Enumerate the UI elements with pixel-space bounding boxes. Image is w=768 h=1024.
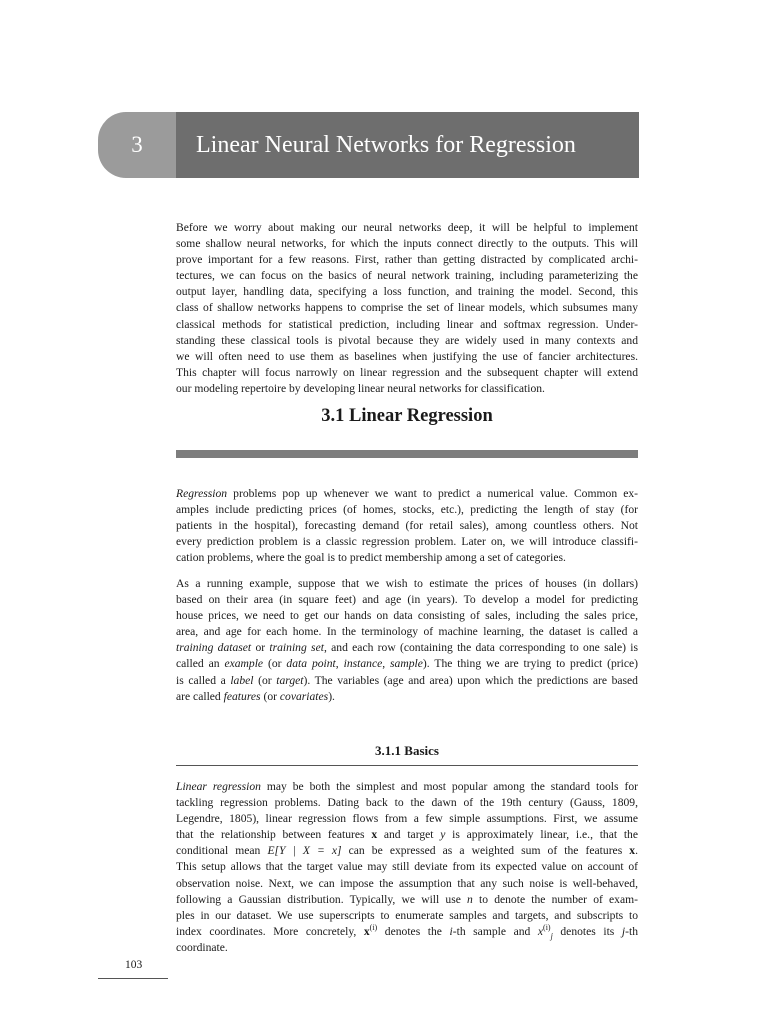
basics-paragraph [176, 779, 638, 956]
math-var-j: j [621, 924, 626, 938]
term-regression: Regression [176, 487, 228, 500]
text-run: ). [328, 689, 335, 703]
text-run: ). The variables (age and area) upon which the predictions are based [303, 673, 638, 687]
math-var-x: x [537, 924, 544, 938]
term-label: label [230, 673, 254, 687]
term-sample: sample [390, 657, 423, 671]
text-run: (or [260, 689, 280, 703]
paragraph-line: As a running example, suppose that we wish to estimate the prices of houses (in dollars) [176, 577, 638, 590]
paragraph-line [176, 689, 638, 705]
text-run: can be expressed as a weighted sum of the features [341, 844, 630, 858]
math-vector-x: x [371, 828, 378, 842]
intro-line: our modeling repertoire by developing linear neural networks for classification. [176, 381, 545, 395]
text-run: denotes its [552, 924, 622, 938]
text-run: , and each row (containing the data corresponding to one sale) is [323, 641, 638, 655]
regression-paragraph [176, 486, 638, 566]
paragraph-line [176, 827, 638, 843]
text-run: are called [176, 689, 224, 703]
term-example: example [224, 657, 264, 671]
intro-line: prove important for a few reasons. First, rather than getting distracted by complicated archi- [176, 253, 638, 267]
text-run: or [251, 641, 270, 655]
paragraph-line [176, 779, 638, 795]
term-target: target [276, 673, 304, 687]
text-run: , [382, 657, 391, 671]
math-vector-x: x [363, 924, 370, 938]
intro-line: tectures, we can focus on the basics of neural network training, including parameterizing the [176, 269, 638, 283]
math-var-n: n [467, 892, 473, 906]
term-training-dataset: training dataset [176, 641, 252, 655]
intro-line: we will often need to use them as baselines when justifying the use of fancier architectures. [176, 349, 638, 363]
text-run: problems pop up whenever we want to predict a numerical value. Common ex- [227, 487, 638, 500]
paragraph-line: Legendre, 1805), linear regression flows from a few simple assumptions. First, we assume [176, 812, 638, 826]
intro-line: some shallow neural networks, for which the inputs connect directly to the outputs. This will [176, 237, 638, 251]
intro-line: standing these classical tools is pivotal because they are widely used in many contexts and [176, 333, 638, 347]
text-run: ). The thing we are trying to predict (price) [422, 657, 639, 671]
chapter-number: 3 [98, 112, 176, 178]
paragraph-line [176, 640, 638, 656]
text-run: index coordinates. More concretely, [176, 924, 364, 938]
math-var-y: y [440, 828, 446, 842]
intro-paragraph [176, 220, 638, 397]
paragraph-line: cation problems, where the goal is to predict membership among a set of categories. [176, 551, 566, 565]
paragraph-line [176, 486, 638, 502]
subsection-rule [176, 765, 638, 766]
intro-line: This chapter will focus narrowly on linear regression and the subsequent chapter will extend [176, 365, 638, 379]
math-subscript: j [550, 931, 553, 941]
term-covariates: covariates [279, 689, 329, 703]
chapter-title: Linear Neural Networks for Regression [176, 112, 639, 178]
paragraph-line: area, and age for each home. In the terminology of machine learning, the dataset is called a [176, 625, 638, 639]
chapter-banner [98, 112, 639, 178]
term-features: features [223, 689, 261, 703]
page-number: 103 [125, 959, 143, 971]
intro-line: output layer, handling data, specifying a loss function, and training the model. Second, this [176, 285, 638, 299]
term-training-set: training set [269, 641, 324, 655]
math-vector-x: x [629, 844, 636, 858]
example-paragraph [176, 576, 638, 705]
paragraph-line: This setup allows that the target value may still deviate from its expected value on account of [176, 860, 638, 874]
term-data-point: data point [286, 657, 336, 671]
intro-line: classical methods for statistical prediction, including linear and softmax regression. Under- [176, 317, 638, 331]
text-run: denotes the [377, 924, 450, 938]
term-instance: instance [343, 657, 383, 671]
math-var-i: i [449, 924, 453, 938]
paragraph-line [176, 656, 638, 672]
paragraph-line: coordinate. [176, 940, 228, 954]
text-run: (or [263, 657, 287, 671]
text-run: following a Gaussian distribution. Typically, we will use [176, 892, 468, 906]
paragraph-line: ples in our dataset. We use superscripts to enumerate samples and targets, and subscripts to [176, 908, 638, 922]
paragraph-line: based on their area (in square feet) and age (in years). To develop a model for predicting [176, 593, 638, 607]
paragraph-line [176, 843, 638, 859]
section-rule [176, 450, 638, 458]
text-run: is called a [176, 673, 231, 687]
paragraph-line [176, 924, 638, 940]
paragraph-line: tackling regression problems. Dating back to the dawn of the 19th century (Gauss, 1809, [176, 796, 638, 810]
text-run: and target [377, 828, 441, 842]
term-linear-regression: Linear regression [176, 780, 261, 793]
math-conditional-mean: E[Y | X = x] [267, 844, 342, 858]
intro-line: Before we worry about making our neural networks deep, it will be helpful to implement [176, 221, 638, 234]
text-run: -th [625, 924, 638, 938]
text-run: (or [253, 673, 277, 687]
text-run: -th sample and [452, 924, 538, 938]
text-run: . [635, 844, 638, 858]
text-run: may be both the simplest and most popular among the standard tools for [260, 780, 638, 793]
paragraph-line: every prediction problem is a classic regression problem. Later on, we will introduce classifi- [176, 535, 638, 549]
paragraph-line [176, 892, 638, 908]
text-run: conditional mean [176, 844, 268, 858]
math-superscript: (i) [543, 922, 551, 932]
text-run: is approximately linear, i.e., that the [445, 828, 639, 842]
paragraph-line [176, 673, 638, 689]
math-superscript: (i) [369, 922, 378, 932]
paragraph-line: house prices, we need to get our hands on data consisting of sales, including the sales price, [176, 609, 638, 623]
paragraph-line: observation noise. Next, we can impose the assumption that any such noise is well-behaved, [176, 876, 638, 890]
subsection-heading: 3.1.1 Basics [375, 743, 439, 758]
text-run: called an [176, 657, 225, 671]
intro-line: class of shallow networks happens to comprise the set of linear models, which subsumes many [176, 301, 638, 315]
paragraph-line: amples include predicting prices (of homes, stocks, etc.), predicting the length of stay (for [176, 503, 638, 517]
paragraph-line: patients in the hospital), forecasting demand (for retail sales), among countless others. Not [176, 519, 638, 533]
text-run: , [335, 657, 344, 671]
text-run: that the relationship between features [176, 828, 372, 842]
text-run: to denote the number of exam- [472, 892, 638, 906]
section-heading: 3.1 Linear Regression [321, 406, 493, 426]
page-number-rule [98, 978, 168, 979]
